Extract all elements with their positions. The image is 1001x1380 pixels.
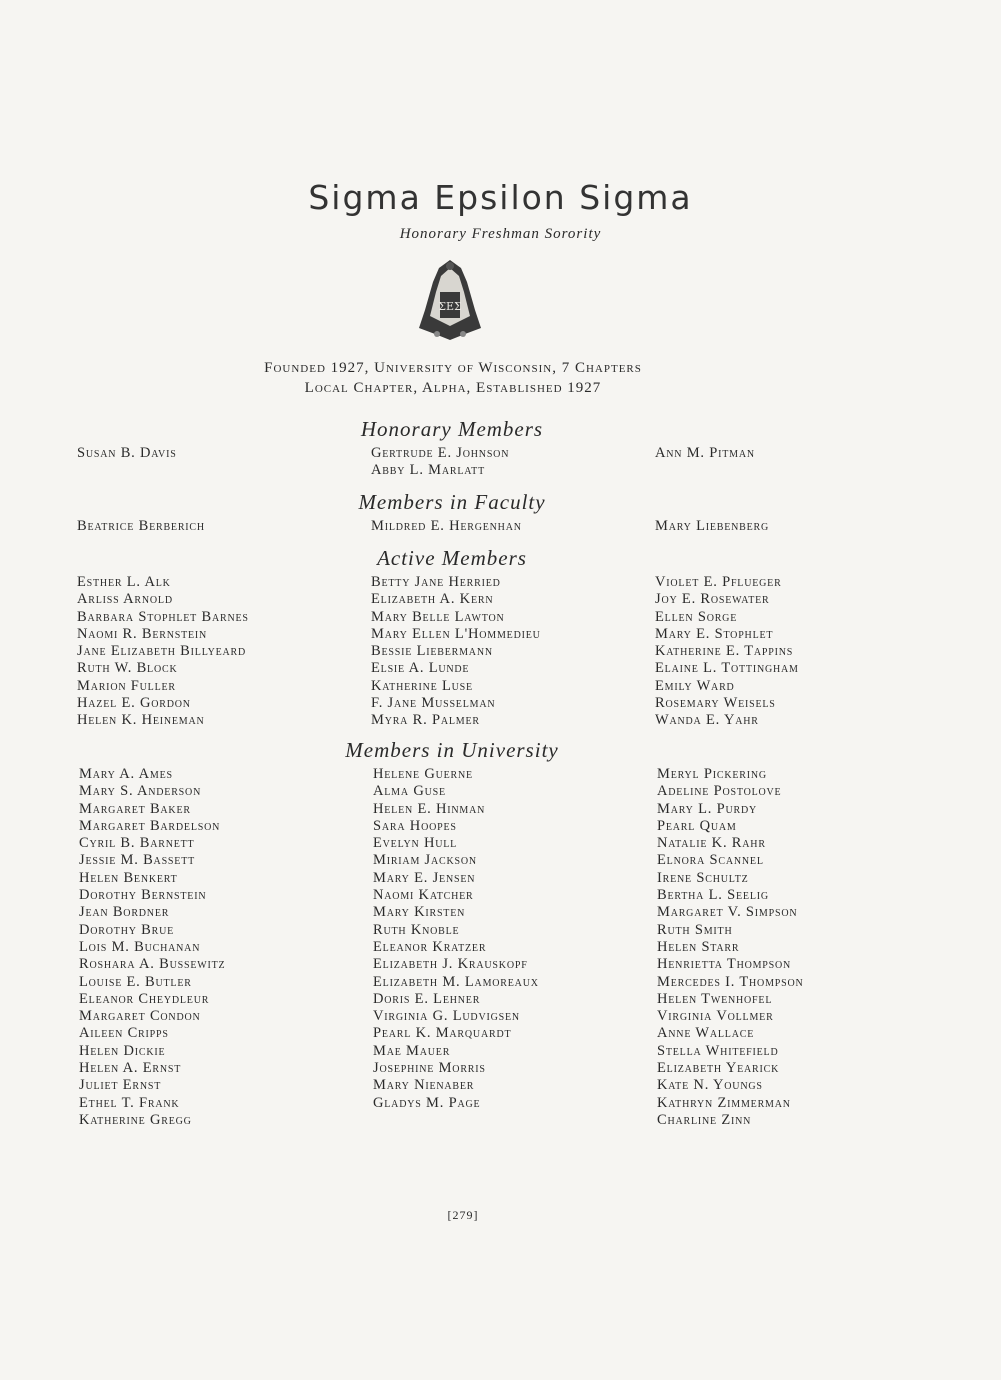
member-name: Elnora Scannel: [657, 852, 764, 869]
member-name: Naomi Katcher: [373, 887, 474, 904]
member-name: Betty Jane Herried: [371, 574, 501, 590]
member-name: Beatrice Berberich: [77, 518, 205, 534]
member-name: Lois M. Buchanan: [79, 938, 201, 955]
member-name: Mary L. Purdy: [657, 800, 757, 817]
member-name: Mildred E. Hergenhan: [371, 518, 522, 534]
member-name: Helen E. Hinman: [373, 800, 486, 817]
member-name: Mae Mauer: [373, 1042, 451, 1059]
member-name: Rosemary Weisels: [655, 695, 776, 712]
member-name: Eleanor Kratzer: [373, 938, 487, 955]
member-name: Katherine Gregg: [79, 1111, 192, 1128]
chapter-line: Local Chapter, Alpha, Established 1927: [304, 380, 602, 396]
member-name: Elizabeth M. Lamoreaux: [373, 973, 539, 990]
member-name: Mary E. Stophlet: [655, 625, 774, 642]
member-name: Sara Hoopes: [373, 817, 457, 834]
member-name: Charline Zinn: [657, 1111, 752, 1128]
member-name: Mary Liebenberg: [655, 518, 770, 534]
member-name: Mary S. Anderson: [79, 783, 202, 800]
section-heading-active: Active Members: [377, 546, 527, 570]
member-name: Adeline Postolove: [657, 783, 782, 800]
member-name: Kate N. Youngs: [657, 1077, 763, 1094]
member-name: F. Jane Musselman: [371, 695, 496, 712]
member-name: Dorothy Bernstein: [79, 887, 207, 904]
member-name: Helene Guerne: [373, 766, 473, 782]
member-name: Mercedes I. Thompson: [657, 973, 804, 990]
member-name: Katherine Luse: [371, 677, 473, 694]
member-name: Arliss Arnold: [77, 591, 173, 608]
member-name: Dorothy Brue: [79, 921, 175, 938]
active-column-2: [371, 574, 541, 730]
member-name: Irene Schultz: [657, 869, 749, 886]
member-name: Mary Kirsten: [373, 904, 466, 921]
member-name: Ruth Knoble: [373, 921, 460, 938]
member-name: Ruth W. Block: [77, 660, 178, 677]
member-name: Barbara Stophlet Barnes: [77, 608, 249, 625]
member-name: Elsie A. Lunde: [371, 660, 470, 677]
sorority-crest-icon: [415, 258, 485, 342]
member-name: Anne Wallace: [657, 1025, 755, 1042]
member-name: Evelyn Hull: [373, 835, 458, 852]
university-column-2: [373, 766, 539, 1112]
honorary-column-1: [77, 445, 177, 462]
member-name: Bessie Liebermann: [371, 643, 493, 660]
member-name: Elizabeth J. Krauskopf: [373, 956, 528, 973]
member-name: Virginia Vollmer: [657, 1008, 774, 1025]
member-name: Doris E. Lehner: [373, 990, 481, 1007]
member-name: Helen Twenhofel: [657, 990, 773, 1007]
member-name: Helen K. Heineman: [77, 712, 205, 729]
member-name: Louise E. Butler: [79, 973, 192, 990]
member-name: Helen Benkert: [79, 869, 178, 886]
member-name: Pearl K. Marquardt: [373, 1025, 512, 1042]
member-name: Myra R. Palmer: [371, 712, 480, 729]
section-heading-honorary: Honorary Members: [360, 417, 544, 441]
member-name: Natalie K. Rahr: [657, 835, 766, 852]
member-name: Jessie M. Bassett: [79, 852, 196, 869]
member-name: Pearl Quam: [657, 817, 737, 834]
member-name: Virginia G. Ludvigsen: [373, 1008, 520, 1025]
member-name: Eleanor Cheydleur: [79, 990, 210, 1007]
member-name: Ruth Smith: [657, 921, 733, 938]
member-name: Mary E. Jensen: [373, 869, 476, 886]
member-name: Naomi R. Bernstein: [77, 625, 208, 642]
member-name: Abby L. Marlatt: [371, 462, 485, 479]
member-name: Stella Whitefield: [657, 1042, 779, 1059]
member-name: Jane Elizabeth Billyeard: [77, 643, 247, 660]
page-title: Sigma Epsilon Sigma: [308, 178, 693, 217]
member-name: Roshara A. Bussewitz: [79, 956, 226, 973]
member-name: Cyril B. Barnett: [79, 835, 195, 852]
section-heading-university: Members in University: [345, 738, 559, 762]
member-name: Susan B. Davis: [77, 445, 177, 461]
member-name: Mary Nienaber: [373, 1077, 475, 1094]
member-name: Jean Bordner: [79, 904, 170, 921]
member-name: Margaret Bardelson: [79, 817, 221, 834]
university-column-1: [79, 766, 225, 1129]
member-name: Mary Belle Lawton: [371, 608, 505, 625]
member-name: Aileen Cripps: [79, 1025, 169, 1042]
member-name: Henrietta Thompson: [657, 956, 792, 973]
page-number: [279]: [447, 1208, 479, 1222]
member-name: Ann M. Pitman: [655, 445, 755, 461]
member-name: Gladys M. Page: [373, 1094, 481, 1111]
member-name: Ethel T. Frank: [79, 1094, 180, 1111]
member-name: Josephine Morris: [373, 1060, 486, 1077]
member-name: Alma Guse: [373, 783, 446, 800]
member-name: Katherine E. Tappins: [655, 643, 794, 660]
founded-line: Founded 1927, University of Wisconsin, 7 Chapters: [264, 360, 642, 376]
member-name: Margaret Baker: [79, 800, 191, 817]
member-name: Helen A. Ernst: [79, 1060, 182, 1077]
active-column-3: [655, 574, 799, 730]
member-name: Bertha L. Seelig: [657, 887, 769, 904]
member-name: Margaret Condon: [79, 1008, 201, 1025]
member-name: Juliet Ernst: [79, 1077, 162, 1094]
member-name: Hazel E. Gordon: [77, 695, 191, 712]
member-name: Gertrude E. Johnson: [371, 445, 510, 461]
crest-letters: ΣΕΣ: [438, 300, 462, 313]
member-name: Margaret V. Simpson: [657, 904, 798, 921]
section-heading-faculty: Members in Faculty: [358, 490, 546, 514]
member-name: Meryl Pickering: [657, 766, 767, 782]
member-name: Elizabeth Yearick: [657, 1060, 780, 1077]
member-name: Violet E. Pflueger: [655, 574, 782, 590]
member-name: Wanda E. Yahr: [655, 712, 759, 729]
member-name: Joy E. Rosewater: [655, 591, 770, 608]
member-name: Ellen Sorge: [655, 608, 738, 625]
active-column-1: [77, 574, 249, 730]
member-name: Helen Starr: [657, 938, 740, 955]
member-name: Miriam Jackson: [373, 852, 477, 869]
member-name: Marion Fuller: [77, 677, 176, 694]
member-name: Kathryn Zimmerman: [657, 1094, 791, 1111]
member-name: Elizabeth A. Kern: [371, 591, 494, 608]
university-column-3: [657, 766, 804, 1129]
member-name: Mary A. Ames: [79, 766, 173, 782]
page-subtitle: Honorary Freshman Sorority: [399, 226, 602, 242]
member-name: Emily Ward: [655, 677, 735, 694]
member-name: Mary Ellen L'Hommedieu: [371, 625, 541, 642]
honorary-column-2: [371, 445, 509, 480]
member-name: Esther L. Alk: [77, 574, 171, 590]
member-name: Elaine L. Tottingham: [655, 660, 799, 677]
member-name: Helen Dickie: [79, 1042, 166, 1059]
faculty-column-2: [371, 518, 522, 535]
faculty-column-1: [77, 518, 205, 535]
honorary-column-3: [655, 445, 755, 462]
faculty-column-3: [655, 518, 769, 535]
